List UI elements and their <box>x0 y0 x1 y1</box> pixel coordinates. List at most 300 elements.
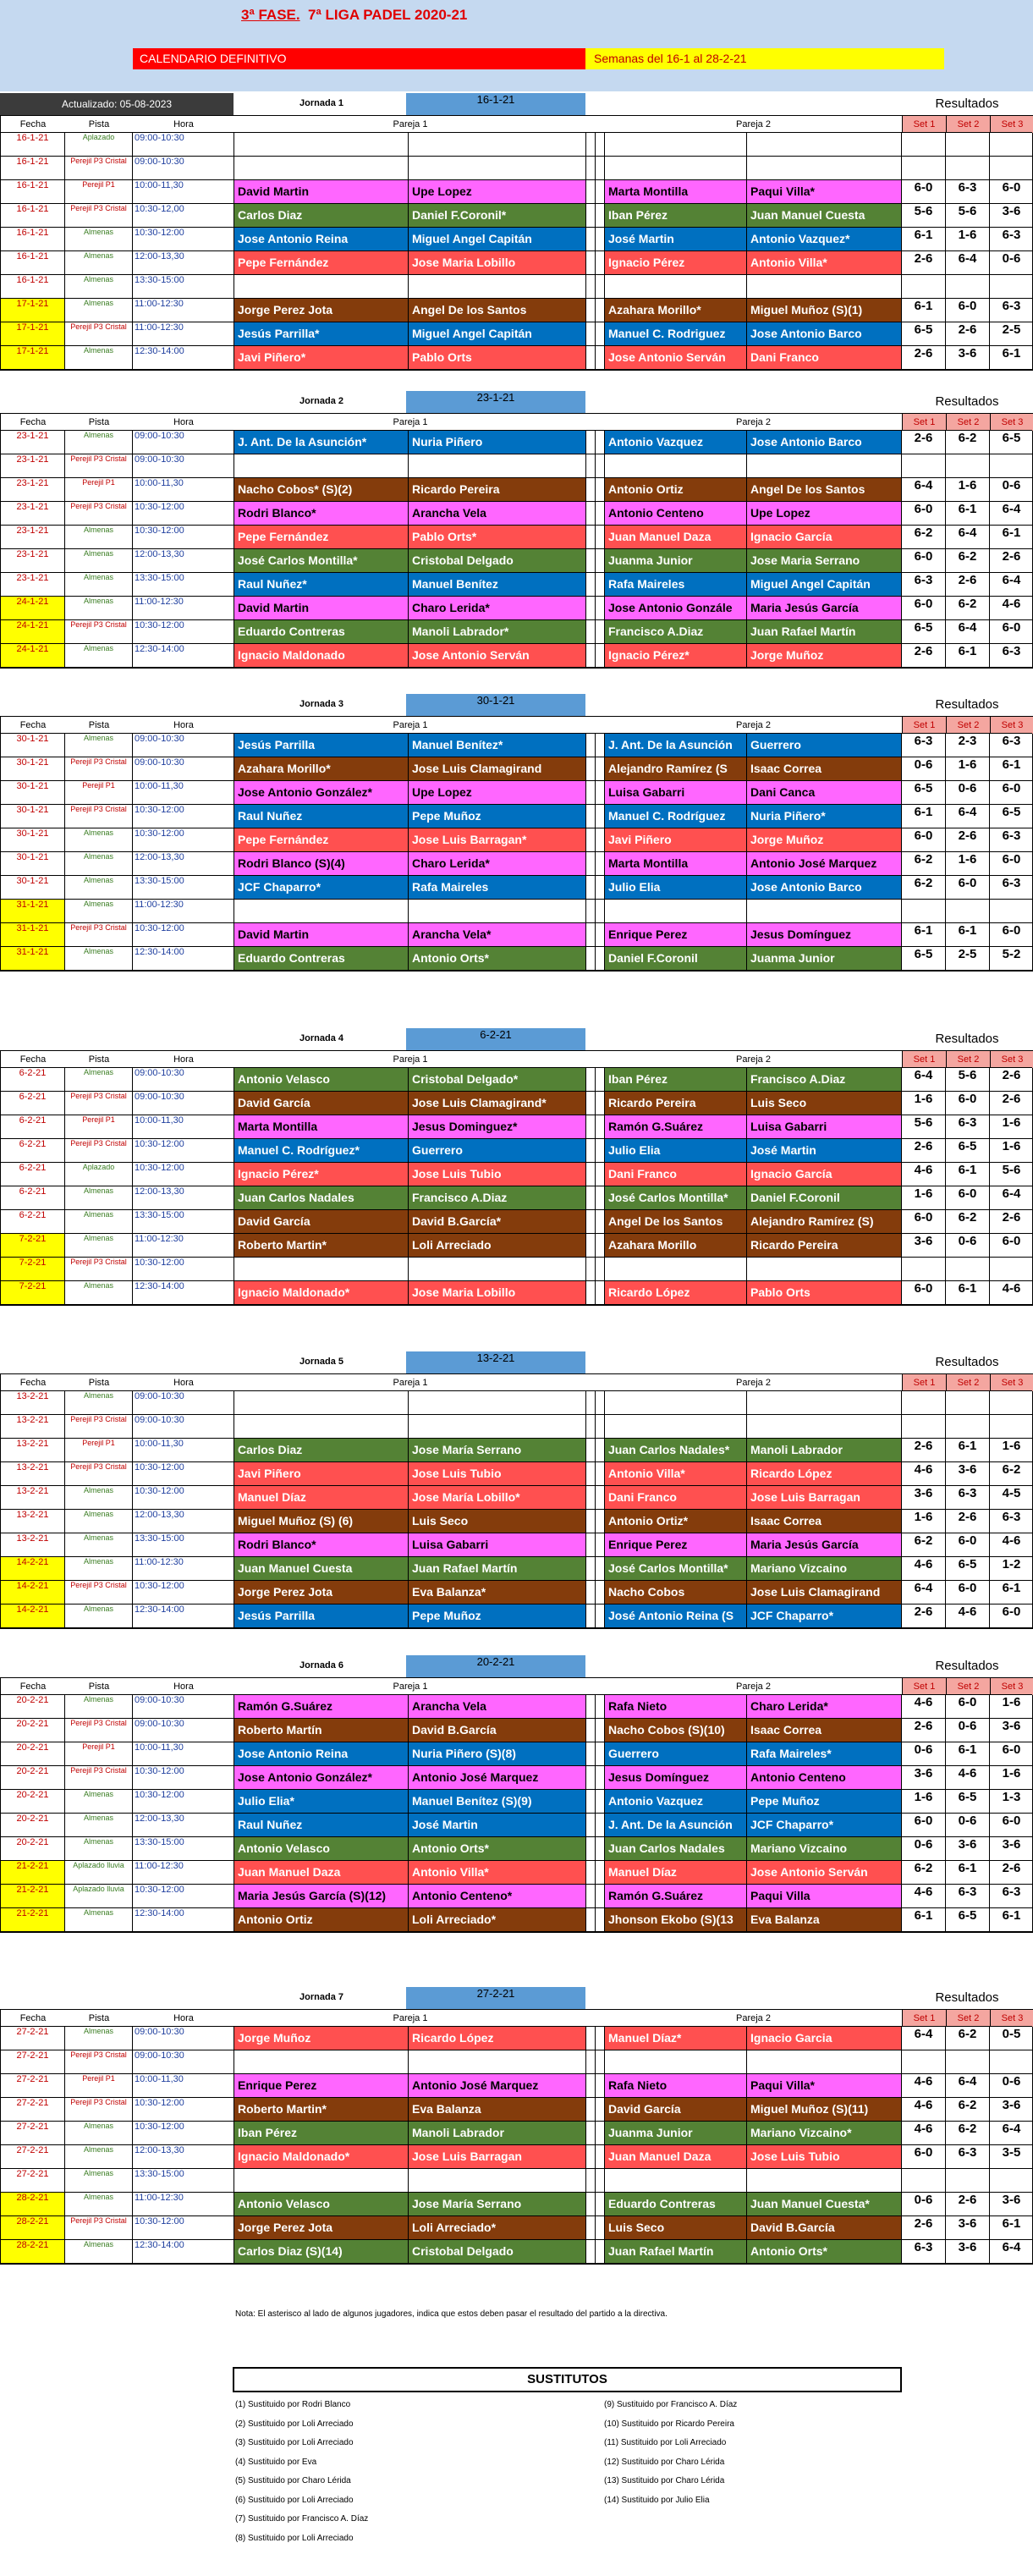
jornada-section <box>0 1654 1033 1933</box>
pair-separator <box>586 1719 605 1742</box>
set-score-1: 6-0 <box>902 1814 946 1836</box>
player-2a: Manuel Díaz <box>605 1861 747 1884</box>
row-hora: 12:00-13,30 <box>133 852 234 875</box>
row-pista: Aplazado <box>65 1163 133 1186</box>
player-1b: Antonio José Marquez <box>409 2074 586 2097</box>
player-2a: Antonio Vazquez <box>605 1790 747 1813</box>
pair-separator <box>586 1533 605 1556</box>
row-hora: 10:00-11,30 <box>133 1439 234 1461</box>
set-score-2: 4-6 <box>946 1604 990 1627</box>
player-1b: Arancha Vela <box>409 1695 586 1718</box>
row-hora: 09:00-10:30 <box>133 133 234 156</box>
player-1b <box>409 454 586 477</box>
set-score-1: 0-6 <box>902 757 946 780</box>
row-date: 6-2-21 <box>1 1115 65 1138</box>
player-1a: Pepe Fernández <box>234 251 409 274</box>
row-pista: Almenas <box>65 251 133 274</box>
player-2a: David García <box>605 2098 747 2121</box>
jornada-label: Jornada 6 <box>299 1660 343 1671</box>
set-score-1: 6-0 <box>902 828 946 851</box>
player-2b: Isaac Correa <box>747 1719 902 1742</box>
col-set2: Set 2 <box>946 717 990 734</box>
row-hora: 10:30-12:00 <box>133 1163 234 1186</box>
col-set3: Set 3 <box>990 1374 1033 1391</box>
row-pista: Almenas <box>65 431 133 454</box>
set-score-1: 6-3 <box>902 734 946 757</box>
col-set3: Set 3 <box>990 116 1033 133</box>
player-2a: Guerrero <box>605 1742 747 1765</box>
row-date: 28-2-21 <box>1 2240 65 2263</box>
player-2a: Manuel C. Rodríguez <box>605 805 747 828</box>
row-pista: Almenas <box>65 549 133 572</box>
player-2b: Jesus Domínguez <box>747 923 902 946</box>
table-row <box>1 946 1032 970</box>
pair-separator <box>586 620 605 643</box>
set-score-3: 1-6 <box>990 1139 1033 1162</box>
row-pista: Almenas <box>65 1557 133 1580</box>
col-hora: Hora <box>173 720 194 730</box>
jornada-table <box>0 1373 1033 1629</box>
pair-separator <box>586 2169 605 2192</box>
row-hora: 10:00-11,30 <box>133 478 234 501</box>
player-1b: Pablo Orts <box>409 346 586 369</box>
pair-separator <box>586 1885 605 1907</box>
pair-separator <box>586 644 605 667</box>
table-row <box>1 2050 1032 2073</box>
pair-separator <box>586 346 605 369</box>
col-hora: Hora <box>173 1682 194 1692</box>
column-headers <box>1 115 1032 132</box>
pair-separator <box>586 923 605 946</box>
player-1a <box>234 2169 409 2192</box>
table-row <box>1 454 1032 477</box>
set-score-3: 6-4 <box>990 2122 1033 2144</box>
table-row <box>1 2168 1032 2192</box>
player-2b: Ignacio García <box>747 526 902 548</box>
set-score-3: 6-3 <box>990 734 1033 757</box>
set-score-1: 6-0 <box>902 180 946 203</box>
set-score-3: 1-3 <box>990 1790 1033 1813</box>
pair-separator <box>586 1837 605 1860</box>
player-1a: Ramón G.Suárez <box>234 1695 409 1718</box>
set-score-2: 2-6 <box>946 322 990 345</box>
row-date: 21-2-21 <box>1 1908 65 1931</box>
player-2a: Juan Carlos Nadales* <box>605 1439 747 1461</box>
table-row <box>1 1485 1032 1509</box>
player-1b <box>409 157 586 179</box>
table-row <box>1 2026 1032 2050</box>
pair-separator <box>586 757 605 780</box>
sustituto-item: (9) Sustituido por Francisco A. Díaz <box>604 2400 738 2409</box>
player-2a: Iban Pérez <box>605 1068 747 1091</box>
row-pista: Perejil P3 Cristal <box>65 2216 133 2239</box>
player-2b: JCF Chaparro* <box>747 1604 902 1627</box>
table-row <box>1 1836 1032 1860</box>
row-date: 17-1-21 <box>1 322 65 345</box>
player-1a: David García <box>234 1210 409 1233</box>
player-1b: Jose Maria Lobillo <box>409 1281 586 1304</box>
player-2b: Antonio Orts* <box>747 2240 902 2263</box>
jornada-date: 13-2-21 <box>406 1351 585 1373</box>
row-date: 30-1-21 <box>1 734 65 757</box>
col-pareja2: Pareja 2 <box>736 1682 771 1692</box>
player-2a: Marta Montilla <box>605 852 747 875</box>
pair-separator <box>586 1510 605 1533</box>
col-pista: Pista <box>88 720 110 730</box>
player-2b <box>747 1391 902 1414</box>
jornada-header <box>0 692 1033 716</box>
player-2a: Jhonson Ekobo (S)(13 <box>605 1908 747 1931</box>
set-score-2: 2-6 <box>946 2193 990 2215</box>
row-date: 23-1-21 <box>1 454 65 477</box>
set-score-1: 6-1 <box>902 805 946 828</box>
jornada-section <box>0 389 1033 669</box>
player-2a <box>605 900 747 922</box>
player-1a: J. Ant. De la Asunción* <box>234 431 409 454</box>
player-1b: Guerrero <box>409 1139 586 1162</box>
jornada-table <box>0 716 1033 972</box>
player-1b: Loli Arreciado* <box>409 2216 586 2239</box>
row-hora: 10:30-12:00 <box>133 1139 234 1162</box>
player-1b: Pepe Muñoz <box>409 1604 586 1627</box>
table-row <box>1 1091 1032 1115</box>
set-score-1: 6-2 <box>902 526 946 548</box>
player-1a <box>234 2050 409 2073</box>
set-score-1 <box>902 900 946 922</box>
player-1b: Jose María Serrano <box>409 2193 586 2215</box>
set-score-1: 6-0 <box>902 502 946 525</box>
col-hora: Hora <box>173 2013 194 2023</box>
player-1b: Miguel Angel Capitán <box>409 228 586 250</box>
pair-separator <box>586 454 605 477</box>
col-set3: Set 3 <box>990 1678 1033 1695</box>
table-row <box>1 132 1032 156</box>
set-score-2: 6-0 <box>946 876 990 899</box>
set-score-3: 3-6 <box>990 1837 1033 1860</box>
row-pista: Perejil P3 Cristal <box>65 1092 133 1115</box>
set-score-2: 6-1 <box>946 1163 990 1186</box>
pair-separator <box>586 852 605 875</box>
player-2b: Jose Luis Tubio <box>747 2145 902 2168</box>
set-score-1 <box>902 2050 946 2073</box>
set-score-2: 6-2 <box>946 2122 990 2144</box>
table-row <box>1 851 1032 875</box>
row-date: 27-2-21 <box>1 2122 65 2144</box>
col-set1: Set 1 <box>902 1051 946 1068</box>
sustituto-item: (6) Sustituido por Loli Arreciado <box>235 2495 354 2505</box>
resultados-label: Resultados <box>935 1659 999 1673</box>
player-2a: Marta Montilla <box>605 180 747 203</box>
row-date: 6-2-21 <box>1 1139 65 1162</box>
col-set2: Set 2 <box>946 2010 990 2027</box>
player-1a: Juan Carlos Nadales <box>234 1186 409 1209</box>
jornada-header <box>0 1654 1033 1677</box>
table-row <box>1 1280 1032 1304</box>
pair-separator <box>586 1139 605 1162</box>
player-1a: Roberto Martín <box>234 1719 409 1742</box>
row-hora: 10:30-12:00 <box>133 1581 234 1604</box>
player-2b: Paqui Villa <box>747 1885 902 1907</box>
table-row <box>1 1162 1032 1186</box>
table-row <box>1 2097 1032 2121</box>
row-hora: 12:00-13,30 <box>133 1814 234 1836</box>
col-set2: Set 2 <box>946 116 990 133</box>
player-1b: Cristobal Delgado <box>409 2240 586 2263</box>
set-score-1 <box>902 157 946 179</box>
player-2b: Jose Antonio Barco <box>747 322 902 345</box>
row-date: 14-2-21 <box>1 1604 65 1627</box>
col-set2: Set 2 <box>946 1374 990 1391</box>
set-score-2: 6-1 <box>946 502 990 525</box>
player-2b: Juan Manuel Cuesta <box>747 204 902 227</box>
row-hora: 09:00-10:30 <box>133 1068 234 1091</box>
set-score-2: 6-0 <box>946 1533 990 1556</box>
row-pista: Aplazado <box>65 133 133 156</box>
player-2a: Julio Elia <box>605 876 747 899</box>
row-pista: Almenas <box>65 1814 133 1836</box>
set-score-2: 6-4 <box>946 620 990 643</box>
table-row <box>1 2239 1032 2263</box>
table-row <box>1 2073 1032 2097</box>
row-hora: 12:30-14:00 <box>133 947 234 970</box>
player-1a: Jose Antonio González* <box>234 781 409 804</box>
table-row <box>1 572 1032 596</box>
player-2a: Daniel F.Coronil <box>605 947 747 970</box>
pair-separator <box>586 1766 605 1789</box>
player-2a: Rafa Nieto <box>605 1695 747 1718</box>
row-pista: Almenas <box>65 1908 133 1931</box>
table-row <box>1 1461 1032 1485</box>
table-row <box>1 1604 1032 1627</box>
set-score-3: 6-0 <box>990 923 1033 946</box>
set-score-2: 6-4 <box>946 251 990 274</box>
player-2b <box>747 157 902 179</box>
pair-separator <box>586 1258 605 1280</box>
player-2b: Guerrero <box>747 734 902 757</box>
row-hora: 09:00-10:30 <box>133 1695 234 1718</box>
table-row <box>1 1556 1032 1580</box>
player-2b: Isaac Correa <box>747 1510 902 1533</box>
jornada-header <box>0 1350 1033 1373</box>
row-pista: Almenas <box>65 947 133 970</box>
row-date: 24-1-21 <box>1 644 65 667</box>
sustituto-item: (12) Sustituido por Charo Lérida <box>604 2457 725 2467</box>
row-date: 16-1-21 <box>1 228 65 250</box>
pair-separator <box>586 1462 605 1485</box>
player-2b: Pepe Muñoz <box>747 1790 902 1813</box>
set-score-2 <box>946 1415 990 1438</box>
player-2b: Jorge Muñoz <box>747 644 902 667</box>
player-1b: Manuel Benítez (S)(9) <box>409 1790 586 1813</box>
row-hora: 10:30-12:00 <box>133 1885 234 1907</box>
row-pista: Aplazado lluvia <box>65 1861 133 1884</box>
player-2a: Nacho Cobos (S)(10) <box>605 1719 747 1742</box>
row-date: 24-1-21 <box>1 620 65 643</box>
table-row <box>1 1414 1032 1438</box>
row-pista: Almenas <box>65 526 133 548</box>
player-2a: Jesus Domínguez <box>605 1766 747 1789</box>
row-pista: Almenas <box>65 828 133 851</box>
set-score-1: 4-6 <box>902 1557 946 1580</box>
col-hora: Hora <box>173 119 194 129</box>
set-score-2: 3-6 <box>946 1837 990 1860</box>
player-1a: Pepe Fernández <box>234 526 409 548</box>
row-date: 20-2-21 <box>1 1695 65 1718</box>
pair-separator <box>586 573 605 596</box>
row-date: 23-1-21 <box>1 502 65 525</box>
pair-separator <box>586 2098 605 2121</box>
player-1b: Upe Lopez <box>409 781 586 804</box>
row-hora: 10:30-12:00 <box>133 2122 234 2144</box>
pair-separator <box>586 805 605 828</box>
player-2a: Francisco A.Diaz <box>605 620 747 643</box>
row-hora: 09:00-10:30 <box>133 757 234 780</box>
set-score-1: 2-6 <box>902 644 946 667</box>
row-date: 14-2-21 <box>1 1581 65 1604</box>
row-hora: 12:30-14:00 <box>133 1908 234 1931</box>
player-2b: Charo Lerida* <box>747 1695 902 1718</box>
pair-separator <box>586 1695 605 1718</box>
row-date: 6-2-21 <box>1 1068 65 1091</box>
jornada-header <box>0 389 1033 413</box>
player-2b <box>747 1258 902 1280</box>
row-date: 7-2-21 <box>1 1234 65 1257</box>
player-1a: Javi Piñero <box>234 1462 409 1485</box>
col-fecha: Fecha <box>19 119 47 129</box>
set-score-2: 3-6 <box>946 2240 990 2263</box>
set-score-2: 6-3 <box>946 1885 990 1907</box>
set-score-3 <box>990 454 1033 477</box>
row-date: 6-2-21 <box>1 1210 65 1233</box>
table-row <box>1 1742 1032 1765</box>
col-fecha: Fecha <box>19 417 47 427</box>
set-score-3: 6-1 <box>990 1581 1033 1604</box>
set-score-1 <box>902 275 946 298</box>
table-row <box>1 501 1032 525</box>
player-2b: Antonio Centeno <box>747 1766 902 1789</box>
player-1a: Antonio Ortiz <box>234 1908 409 1931</box>
row-hora: 11:00-12:30 <box>133 2193 234 2215</box>
pair-separator <box>586 2122 605 2144</box>
player-2b: Manoli Labrador <box>747 1439 902 1461</box>
player-1b: Ricardo López <box>409 2027 586 2050</box>
player-2a: Nacho Cobos <box>605 1581 747 1604</box>
table-row <box>1 804 1032 828</box>
set-score-3: 6-4 <box>990 573 1033 596</box>
set-score-1: 5-6 <box>902 1115 946 1138</box>
row-pista: Perejil P1 <box>65 1742 133 1765</box>
set-score-3: 3-6 <box>990 2098 1033 2121</box>
set-score-1: 2-6 <box>902 1719 946 1742</box>
set-score-3 <box>990 900 1033 922</box>
row-date: 30-1-21 <box>1 781 65 804</box>
player-2a: Luisa Gabarri <box>605 781 747 804</box>
row-hora: 11:00-12:30 <box>133 900 234 922</box>
pair-separator <box>586 1415 605 1438</box>
pair-separator <box>586 228 605 250</box>
player-1a: Juan Manuel Cuesta <box>234 1557 409 1580</box>
set-score-2: 5-6 <box>946 1068 990 1091</box>
col-pareja2: Pareja 2 <box>736 720 771 730</box>
pair-separator <box>586 2074 605 2097</box>
player-2a: Luis Seco <box>605 2216 747 2239</box>
player-2b: Paqui Villa* <box>747 180 902 203</box>
set-score-1: 5-6 <box>902 204 946 227</box>
set-score-1 <box>902 454 946 477</box>
set-score-2: 1-6 <box>946 228 990 250</box>
player-2a: Azahara Morillo <box>605 1234 747 1257</box>
sustituto-item: (11) Sustituido por Loli Arreciado <box>604 2438 727 2447</box>
row-date: 16-1-21 <box>1 275 65 298</box>
player-1b <box>409 2050 586 2073</box>
row-date: 13-2-21 <box>1 1391 65 1414</box>
row-date: 30-1-21 <box>1 876 65 899</box>
player-1b: Jesus Dominguez* <box>409 1115 586 1138</box>
row-date: 23-1-21 <box>1 573 65 596</box>
row-pista: Almenas <box>65 1604 133 1627</box>
row-date: 23-1-21 <box>1 478 65 501</box>
player-1b: Jose Antonio Serván <box>409 644 586 667</box>
table-row <box>1 899 1032 922</box>
player-1a <box>234 1391 409 1414</box>
set-score-1: 4-6 <box>902 1163 946 1186</box>
col-pista: Pista <box>88 119 110 129</box>
set-score-2 <box>946 1391 990 1414</box>
player-1a: Rodri Blanco (S)(4) <box>234 852 409 875</box>
row-pista: Almenas <box>65 2145 133 2168</box>
pair-separator <box>586 157 605 179</box>
pair-separator <box>586 251 605 274</box>
player-1a <box>234 275 409 298</box>
jornada-header <box>0 1027 1033 1050</box>
set-score-3: 4-6 <box>990 597 1033 619</box>
set-score-3: 6-1 <box>990 346 1033 369</box>
set-score-2: 4-6 <box>946 1766 990 1789</box>
set-score-1: 3-6 <box>902 1766 946 1789</box>
jornada-date: 20-2-21 <box>406 1655 585 1677</box>
set-score-3: 2-6 <box>990 1210 1033 1233</box>
row-hora: 09:00-10:30 <box>133 1391 234 1414</box>
player-2a: Ignacio Pérez* <box>605 644 747 667</box>
set-score-3: 6-3 <box>990 644 1033 667</box>
set-score-3: 6-0 <box>990 180 1033 203</box>
set-score-3: 6-3 <box>990 299 1033 322</box>
row-pista: Almenas <box>65 346 133 369</box>
table-row <box>1 828 1032 851</box>
player-2b: Angel De los Santos <box>747 478 902 501</box>
row-date: 13-2-21 <box>1 1486 65 1509</box>
row-pista: Perejil P3 Cristal <box>65 757 133 780</box>
set-score-3: 6-1 <box>990 757 1033 780</box>
set-score-2: 1-6 <box>946 757 990 780</box>
set-score-3: 2-6 <box>990 1861 1033 1884</box>
player-2b: Ricardo Pereira <box>747 1234 902 1257</box>
player-1b: Eva Balanza <box>409 2098 586 2121</box>
set-score-1: 6-5 <box>902 781 946 804</box>
jornada-date: 6-2-21 <box>406 1028 585 1050</box>
player-1b: Jose Luis Tubio <box>409 1462 586 1485</box>
row-hora: 12:00-13,30 <box>133 1186 234 1209</box>
set-score-3: 6-2 <box>990 1462 1033 1485</box>
player-1b: Miguel Angel Capitán <box>409 322 586 345</box>
row-hora: 12:30-14:00 <box>133 644 234 667</box>
set-score-1: 4-6 <box>902 1695 946 1718</box>
row-hora: 09:00-10:30 <box>133 1719 234 1742</box>
player-1a: JCF Chaparro* <box>234 876 409 899</box>
col-fecha: Fecha <box>19 1378 47 1388</box>
set-score-1 <box>902 133 946 156</box>
player-2b <box>747 1415 902 1438</box>
